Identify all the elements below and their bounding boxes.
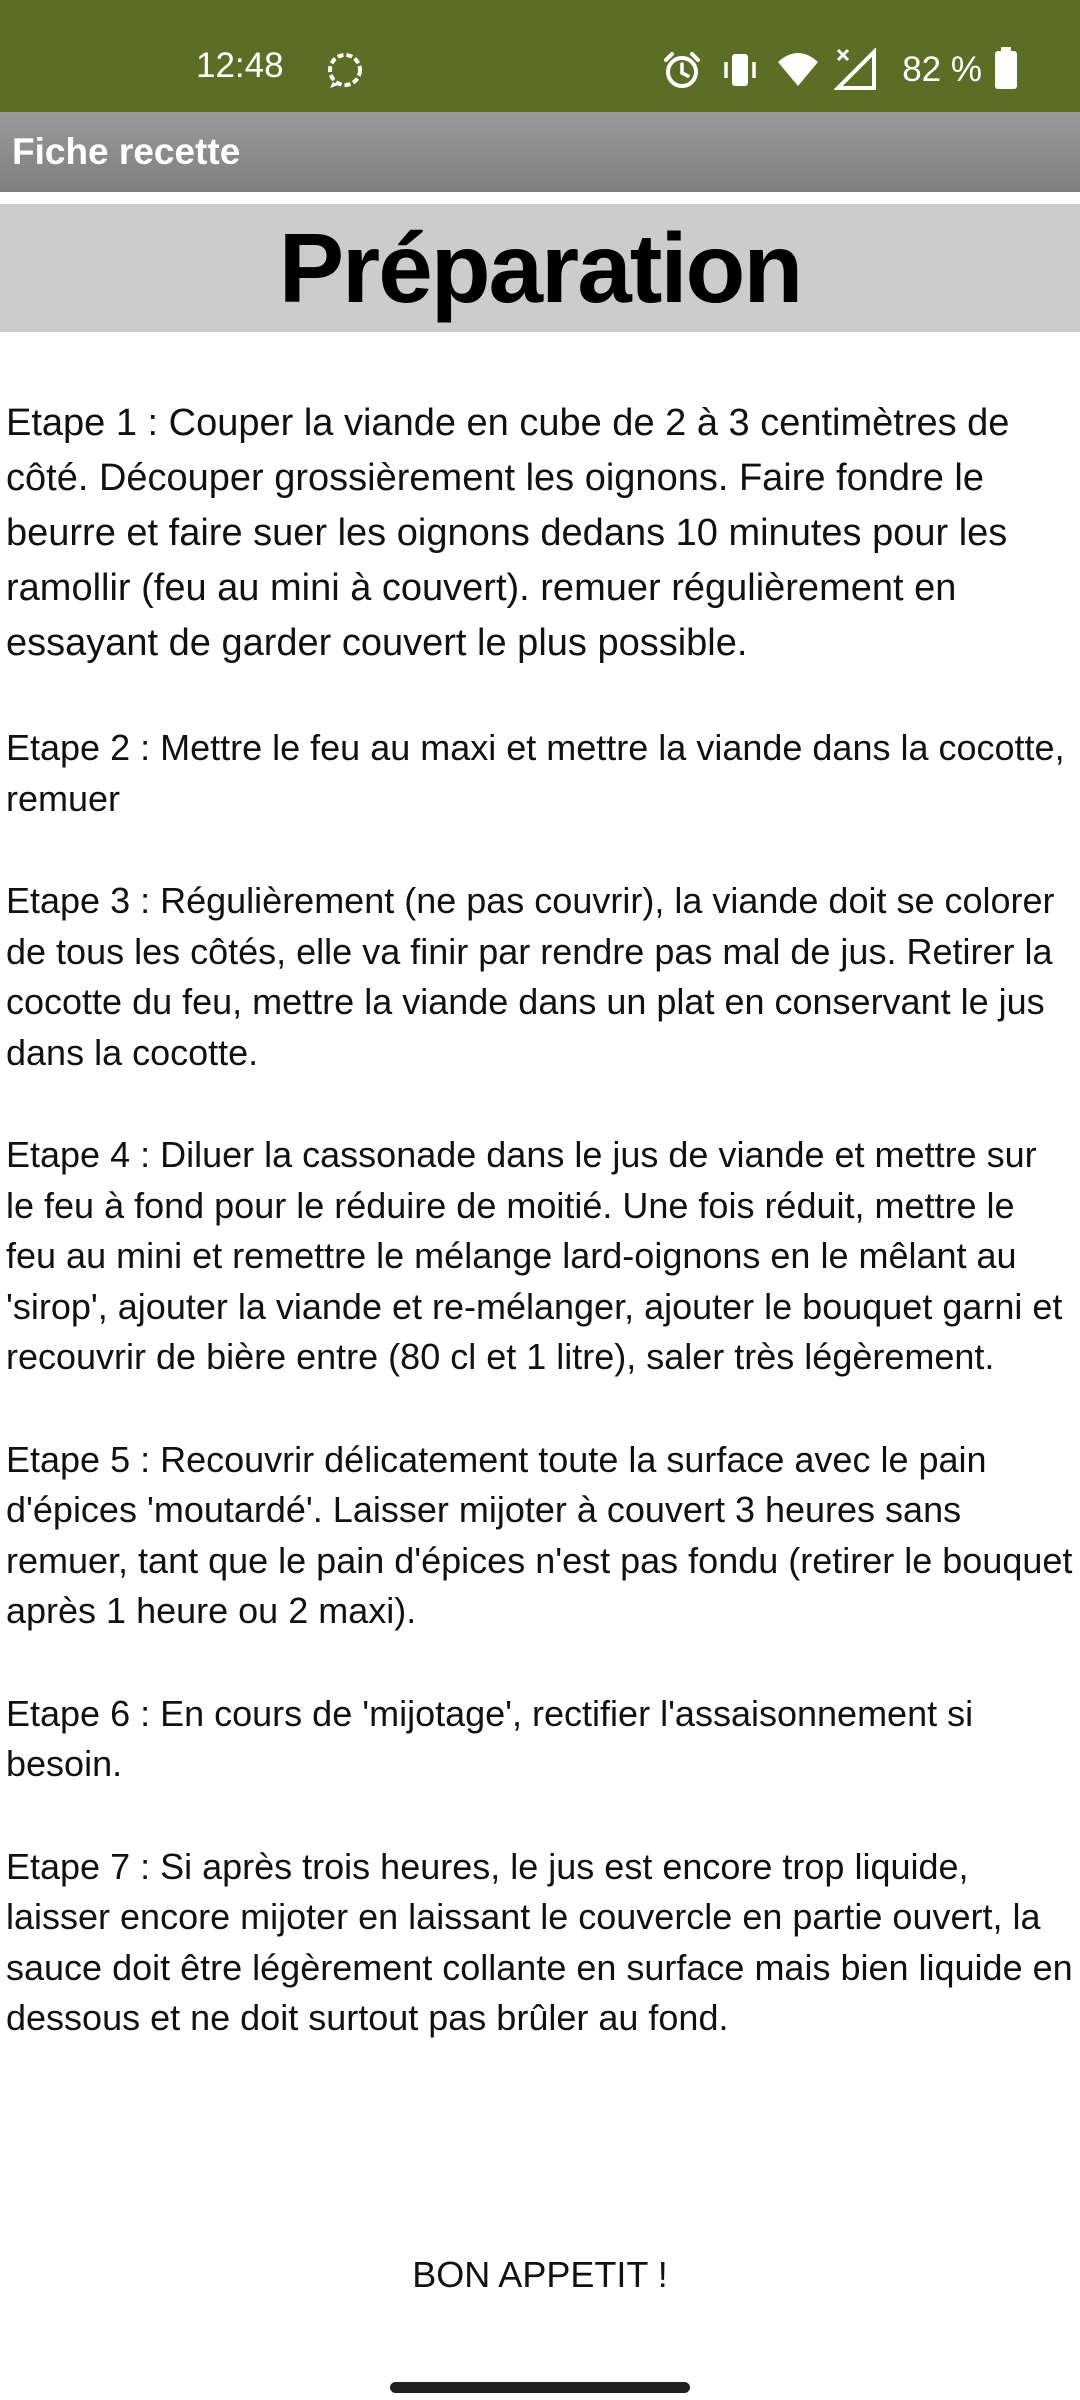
- section-header: [0, 204, 1080, 332]
- battery-icon: [994, 47, 1018, 94]
- step-4: Etape 4 : Diluer la cassonade dans le jus de viande et mettre sur le feu à fond pour le réduire de moitié. Une fois réduit, mettre le feu au mini et remettre le mélange lard-oignons en le mêlant au 'sirop', ajouter la viande et re-mélanger, ajouter le bouquet garni et recouvrir de bière entre (80 cl et 1 litre), saler très légèrement.: [6, 1134, 1063, 1377]
- section-title: Préparation: [278, 213, 802, 323]
- step-7: Etape 7 : Si après trois heures, le jus est encore trop liquide, laisser encore mijoter en laissant le couvercle en partie ouvert, la sauce doit être légèrement collante en surface mais bien liquide en dessous et ne doit surtout pas brûler au fond.: [6, 1845, 1073, 2038]
- status-icons: [660, 46, 1018, 94]
- home-indicator[interactable]: [390, 2382, 690, 2393]
- vibrate-icon: [718, 48, 762, 92]
- status-time: 12:48: [196, 46, 284, 85]
- app-title: Fiche recette: [12, 131, 241, 172]
- wifi-icon: [776, 48, 820, 92]
- cell-signal-icon: [834, 48, 878, 92]
- status-bar: [0, 0, 1080, 112]
- battery-percent: 82 %: [902, 50, 982, 89]
- outro-text: BON APPETIT !: [412, 2254, 668, 2295]
- step-5: Etape 5 : Recouvrir délicatement toute la surface avec le pain d'épices 'moutardé'. Laisser mijoter à couvert 3 heures sans remuer, tant que le pain d'épices n'est pas fondu (retirer le bouquet après 1 heure ou 2 maxi).: [6, 1438, 1073, 1631]
- signal-messenger-icon: [324, 50, 366, 92]
- step-6: Etape 6 : En cours de 'mijotage', rectifier l'assaisonnement si besoin.: [6, 1692, 974, 1784]
- step-3: Etape 3 : Régulièrement (ne pas couvrir), la viande doit se colorer de tous les côtés, elle va finir par rendre pas mal de jus. Retirer la cocotte du feu, mettre la viande dans un plat en conservant le jus dans la cocotte.: [6, 880, 1055, 1073]
- step-2: Etape 2 : Mettre le feu au maxi et mettre la viande dans la cocotte, remuer: [6, 727, 1065, 819]
- alarm-icon: [660, 48, 704, 92]
- app-bar: [0, 112, 1080, 192]
- steps-content: [6, 396, 1074, 2044]
- step-1: Etape 1 : Couper la viande en cube de 2 à 3 centimètres de côté. Découper grossièrement les oignons. Faire fondre le beurre et faire suer les oignons dedans 10 minutes pour les ramollir (feu au mini à couvert). remuer régulièrement en essayant de garder couvert le plus possible.: [6, 402, 1010, 664]
